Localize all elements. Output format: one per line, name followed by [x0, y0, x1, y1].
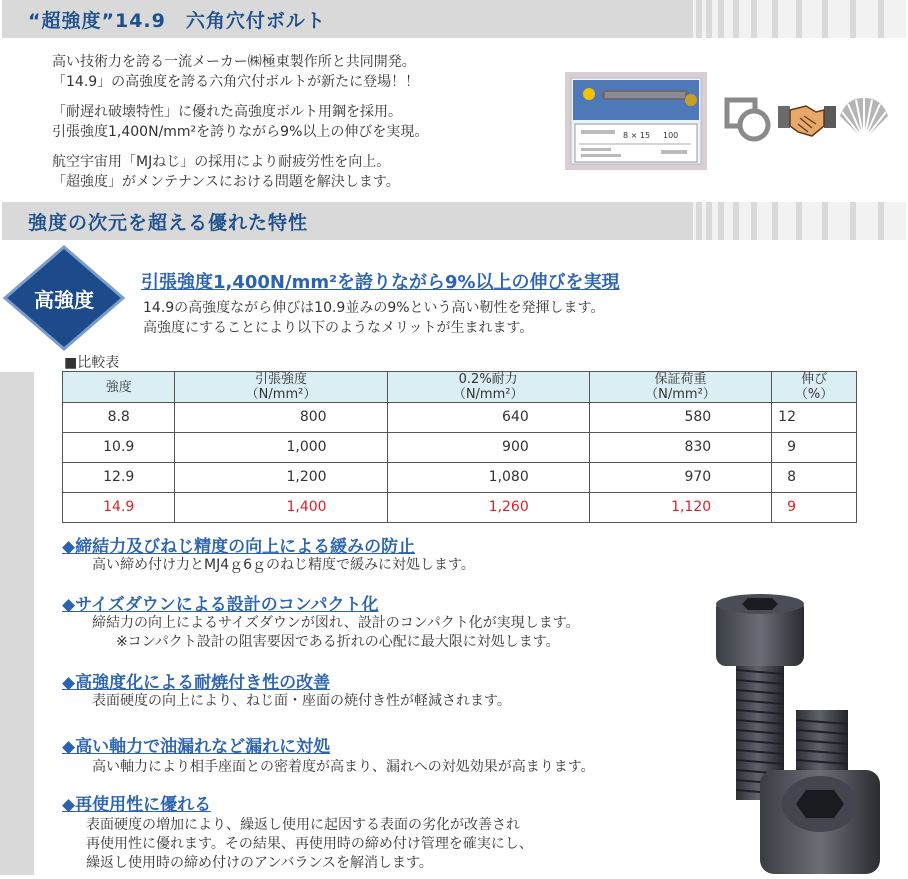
table-cell: 8: [772, 463, 857, 493]
table-cell: 800: [175, 403, 387, 433]
merit-text-2: 締結力の向上によるサイズダウンが図れ、設計のコンパクト化が実現します。 ※コンパクト設計の阻害要因である折れの心配に最大限に対処します。: [92, 615, 580, 650]
merit-text-5: 表面硬度の増加により、繰返し使用に起因する表面の劣化が改善され 再使用性に優れます。その結果、再使用時の締め付け管理を確実にし、 繰返し使用時の締め付けのアンバランスを解消します。: [86, 817, 533, 871]
table-row: [63, 463, 857, 493]
handshake-icon: [778, 98, 836, 142]
table-cell: 1,000: [175, 433, 387, 463]
table-cell: 580: [589, 403, 771, 433]
table-row-highlight: [63, 493, 857, 523]
col-header: 保証荷重 （N/mm²）: [589, 372, 771, 403]
table-cell: 900: [387, 433, 589, 463]
table-cell: 1,120: [589, 493, 771, 523]
table-row: [63, 433, 857, 463]
intro-paragraph-3: [52, 152, 400, 192]
merit-text-4: 高い軸力により相手座面との密着度が高まり、漏れへの対処効果が高まります。: [92, 759, 595, 775]
merit-heading-5: ◆再使用性に優れる: [62, 795, 212, 815]
table-cell: 1,400: [175, 493, 387, 523]
header-stripes: [687, 0, 906, 38]
text-line: 高強度にすることにより以下のようなメリットが生まれます。: [143, 320, 534, 336]
package-size: 8 × 15: [623, 131, 651, 140]
table-cell: 8.8: [63, 403, 175, 433]
section-title: 強度の次元を超える優れた特性: [28, 212, 309, 234]
bolt-photo: [704, 590, 908, 875]
merit-heading-1: ◆締結力及びねじ精度の向上による緩みの防止: [62, 537, 416, 557]
text-line: 「14.9」の高強度を誇る六角穴付ボルトが新たに登場！！: [52, 74, 420, 90]
strength-badge: [2, 244, 126, 352]
left-side-strip: [0, 372, 34, 875]
table-row: [63, 403, 857, 433]
table-header-row: [63, 372, 857, 403]
text-line: 14.9の高強度ながら伸びは10.9並みの9%という高い靭性を発揮します。: [143, 300, 605, 316]
comparison-table: [62, 371, 857, 523]
merit-heading-3: ◆高強度化による耐焼付き性の改善: [62, 673, 331, 693]
table-cell: 12.9: [63, 463, 175, 493]
col-header: 強度: [63, 372, 175, 403]
table-cell: 12: [772, 403, 857, 433]
table-cell: 1,080: [387, 463, 589, 493]
table-caption: ■比較表: [64, 355, 120, 371]
table-cell: 1,260: [387, 493, 589, 523]
header-stripes: [687, 202, 906, 240]
table-cell: 10.9: [63, 433, 175, 463]
badge-label: 高強度: [34, 288, 94, 312]
table-cell: 9: [772, 433, 857, 463]
headline-intro: [143, 298, 604, 338]
table-cell: 1,200: [175, 463, 387, 493]
merit-text-1: 高い締め付け力とMJ4ｇ6ｇのねじ精度で緩みに対処します。: [92, 557, 475, 573]
intro-paragraph-2: [52, 102, 428, 142]
text-line: 「超強度」がメンテナンスにおける問題を解決します。: [52, 174, 400, 190]
merit-heading-2: ◆サイズダウンによる設計のコンパクト化: [62, 595, 379, 615]
col-header: 0.2%耐力 （N/mm²）: [387, 372, 589, 403]
hex-bolt-icon: [724, 96, 774, 146]
text-line: 高い技術力を誇る一流メーカー㈱極東製作所と共同開発。: [52, 54, 416, 70]
text-line: 「耐遅れ破壊特性」に優れた高強度ボルト用鋼を採用。: [52, 104, 402, 120]
col-header: 引張強度 （N/mm²）: [175, 372, 387, 403]
section-title: “超強度”14.9 六角穴付ボルト: [28, 10, 326, 32]
package-qty: 100: [663, 131, 679, 140]
table-cell: 14.9: [63, 493, 175, 523]
table-cell: 9: [772, 493, 857, 523]
text-line: 引張強度1,400N/mm²を誇りながら9%以上の伸びを実現。: [52, 124, 429, 140]
table-cell: 970: [589, 463, 771, 493]
merit-heading-4: ◆高い軸力で油漏れなど漏れに対処: [62, 737, 331, 757]
col-header: 伸び （%）: [772, 372, 857, 403]
shell-fan-icon: [838, 96, 890, 142]
text-line: 航空宇宙用「MJねじ」の採用により耐疲労性を向上。: [52, 154, 391, 170]
table-cell: 830: [589, 433, 771, 463]
product-package-photo: [565, 72, 707, 170]
intro-paragraph-1: [52, 52, 419, 92]
section-header-features: [2, 202, 906, 240]
section-header-product: [2, 0, 906, 38]
table-cell: 640: [387, 403, 589, 433]
headline: 引張強度1,400N/mm²を誇りながら9%以上の伸びを実現: [141, 272, 620, 293]
merit-text-3: 表面硬度の向上により、ねじ面・座面の焼付き性が軽減されます。: [92, 693, 511, 709]
